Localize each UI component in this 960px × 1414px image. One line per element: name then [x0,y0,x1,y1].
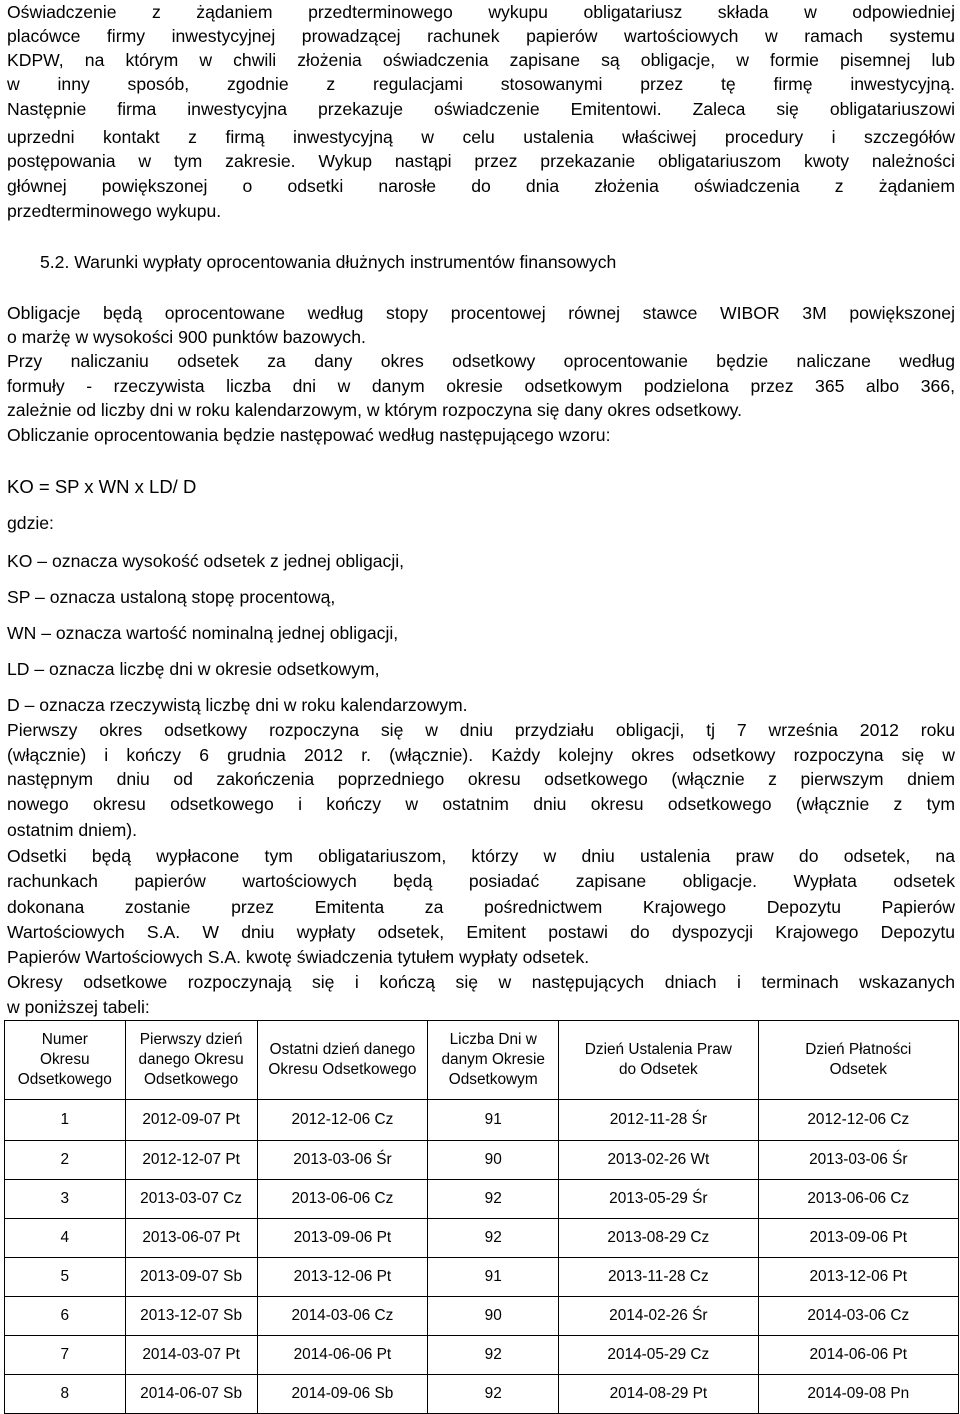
cell-first-day: 2014-06-07 Sb [125,1375,257,1414]
section-heading: 5.2. Warunki wypłaty oprocentowania dłużnych instrumentów finansowych [40,252,617,272]
cell-payment-date: 2012-12-06 Cz [758,1100,958,1141]
periods-line: w poniższej tabeli: [7,997,150,1017]
cell-record-date: 2014-02-26 Śr [559,1297,758,1336]
table-row [5,1258,959,1297]
definition-item: WN – oznacza wartość nominalną jednej obligacji, [7,623,399,643]
cell-last-day: 2012-12-06 Cz [257,1100,428,1141]
cell-payment-date: 2013-06-06 Cz [758,1180,958,1219]
rate-line: Obligacje będą oprocentowane według stopy procentowej równej stawce WIBOR 3M powiększonej [7,303,955,323]
cell-period-number: 2 [5,1141,126,1180]
periods-line: (włącznie) i kończy 6 grudnia 2012 r. (włącznie). Każdy kolejny okres odsetkowy rozpoczyna się w [7,745,955,765]
cell-days-count: 92 [428,1375,559,1414]
header-period-number: Numer Okresu Odsetkowego [5,1021,126,1100]
cell-record-date: 2013-08-29 Cz [559,1219,758,1258]
periods-line: Okresy odsetkowe rozpoczynają się i kończą się w następujących dniach i terminach wskazanych [7,972,955,992]
cell-days-count: 91 [428,1100,559,1141]
table-header-row [5,1021,959,1100]
intro-line: postępowania w tym zakresie. Wykup nastąpi przez przekazanie obligatariuszom kwoty należności [7,151,955,171]
intro-line: Następnie firma inwestycyjna przekazuje oświadczenie Emitentowi. Zaleca się obligatariuszowi [7,99,955,119]
cell-first-day: 2013-12-07 Sb [125,1297,257,1336]
cell-record-date: 2014-08-29 Pt [559,1375,758,1414]
cell-days-count: 92 [428,1180,559,1219]
cell-days-count: 90 [428,1297,559,1336]
intro-line: uprzedni kontakt z firmą inwestycyjną w celu ustalenia właściwej procedury i szczegółów [7,127,955,147]
rate-line: Obliczanie oprocentowania będzie następować według następującego wzoru: [7,425,611,445]
intro-line: Oświadczenie z żądaniem przedterminowego wykupu obligatariusz składa w odpowiedniej [7,2,955,22]
cell-period-number: 3 [5,1180,126,1219]
table-row [5,1375,959,1414]
table-row [5,1336,959,1375]
table-row [5,1180,959,1219]
cell-record-date: 2013-11-28 Cz [559,1258,758,1297]
cell-last-day: 2013-12-06 Pt [257,1258,428,1297]
cell-record-date: 2013-05-29 Śr [559,1180,758,1219]
periods-line: nowego okresu odsetkowego i kończy w ostatnim dniu okresu odsetkowego (włącznie z tym [7,794,955,814]
cell-last-day: 2013-09-06 Pt [257,1219,428,1258]
rate-line: zależnie od liczby dni w roku kalendarzowym, w którym rozpoczyna się dany okres odsetkowy. [7,400,743,420]
cell-payment-date: 2014-03-06 Cz [758,1297,958,1336]
periods-line: Odsetki będą wypłacone tym obligatariuszom, którzy w dniu ustalenia praw do odsetek, na [7,846,955,866]
table-row [5,1297,959,1336]
cell-payment-date: 2014-06-06 Pt [758,1336,958,1375]
cell-payment-date: 2014-09-08 Pn [758,1375,958,1414]
cell-record-date: 2012-11-28 Śr [559,1100,758,1141]
cell-days-count: 91 [428,1258,559,1297]
header-record-date: Dzień Ustalenia Praw do Odsetek [559,1021,758,1100]
intro-line: głównej powiększonej o odsetki narosłe do dnia złożenia oświadczenia z żądaniem [7,176,955,196]
cell-last-day: 2013-06-06 Cz [257,1180,428,1219]
cell-days-count: 90 [428,1141,559,1180]
cell-record-date: 2014-05-29 Cz [559,1336,758,1375]
periods-line: następnym dniu od zakończenia poprzedniego okresu odsetkowego (włącznie z pierwszym dniem [7,769,955,789]
definition-item: SP – oznacza ustaloną stopę procentową, [7,587,336,607]
cell-days-count: 92 [428,1336,559,1375]
table-row [5,1219,959,1258]
header-payment-date: Dzień Płatności Odsetek [758,1021,958,1100]
rate-line: Przy naliczaniu odsetek za dany okres odsetkowy oprocentowanie będzie naliczane według [7,351,955,371]
cell-payment-date: 2013-09-06 Pt [758,1219,958,1258]
intro-line: placówce firmy inwestycyjnej prowadzącej rachunek papierów wartościowych w ramach systemu [7,26,955,46]
intro-line: KDPW, na którym w chwili złożenia oświadczenia zapisane są obligacje, w formie pisemnej lub [7,50,955,70]
cell-first-day: 2012-09-07 Pt [125,1100,257,1141]
cell-record-date: 2013-02-26 Wt [559,1141,758,1180]
intro-line: w inny sposób, zgodnie z regulacjami stosowanymi przez tę firmę inwestycyjną. [7,74,955,94]
periods-line: dokonana zostanie przez Emitenta za pośrednictwem Krajowego Depozytu Papierów [7,897,955,917]
cell-last-day: 2014-06-06 Pt [257,1336,428,1375]
cell-days-count: 92 [428,1219,559,1258]
interest-periods-table [4,1020,959,1414]
cell-first-day: 2014-03-07 Pt [125,1336,257,1375]
definition-item: LD – oznacza liczbę dni w okresie odsetkowym, [7,659,380,679]
cell-payment-date: 2013-03-06 Śr [758,1141,958,1180]
header-days-count: Liczba Dni w danym Okresie Odsetkowym [428,1021,559,1100]
where-label: gdzie: [7,513,54,533]
definition-item: D – oznacza rzeczywistą liczbę dni w roku kalendarzowym. [7,695,468,715]
periods-line: Papierów Wartościowych S.A. kwotę świadczenia tytułem wypłaty odsetek. [7,947,590,967]
definition-item: KO – oznacza wysokość odsetek z jednej obligacji, [7,551,405,571]
table-row [5,1141,959,1180]
cell-first-day: 2013-06-07 Pt [125,1219,257,1258]
cell-payment-date: 2013-12-06 Pt [758,1258,958,1297]
periods-line: ostatnim dniem). [7,820,138,840]
periods-line: Pierwszy okres odsetkowy rozpoczyna się w dniu przydziału obligacji, tj 7 września 2012 roku [7,720,955,740]
cell-period-number: 4 [5,1219,126,1258]
cell-period-number: 5 [5,1258,126,1297]
periods-line: Wartościowych S.A. W dniu wypłaty odsetek, Emitent postawi do dyspozycji Krajowego Depozytu [7,922,955,942]
periods-line: rachunkach papierów wartościowych będą posiadać zapisane obligacje. Wypłata odsetek [7,871,955,891]
cell-first-day: 2013-03-07 Cz [125,1180,257,1219]
cell-period-number: 8 [5,1375,126,1414]
formula: KO = SP x WN x LD/ D [7,476,197,497]
rate-line: formuły - rzeczywista liczba dni w danym okresie odsetkowym podzielona przez 365 albo 366, [7,376,955,396]
cell-last-day: 2014-03-06 Cz [257,1297,428,1336]
cell-first-day: 2012-12-07 Pt [125,1141,257,1180]
cell-last-day: 2013-03-06 Śr [257,1141,428,1180]
cell-period-number: 6 [5,1297,126,1336]
intro-line: przedterminowego wykupu. [7,201,222,221]
header-first-day: Pierwszy dzień danego Okresu Odsetkowego [125,1021,257,1100]
rate-line: o marżę w wysokości 900 punktów bazowych. [7,327,366,347]
cell-period-number: 1 [5,1100,126,1141]
cell-period-number: 7 [5,1336,126,1375]
cell-last-day: 2014-09-06 Sb [257,1375,428,1414]
header-last-day: Ostatni dzień danego Okresu Odsetkowego [257,1021,428,1100]
table-row [5,1100,959,1141]
cell-first-day: 2013-09-07 Sb [125,1258,257,1297]
